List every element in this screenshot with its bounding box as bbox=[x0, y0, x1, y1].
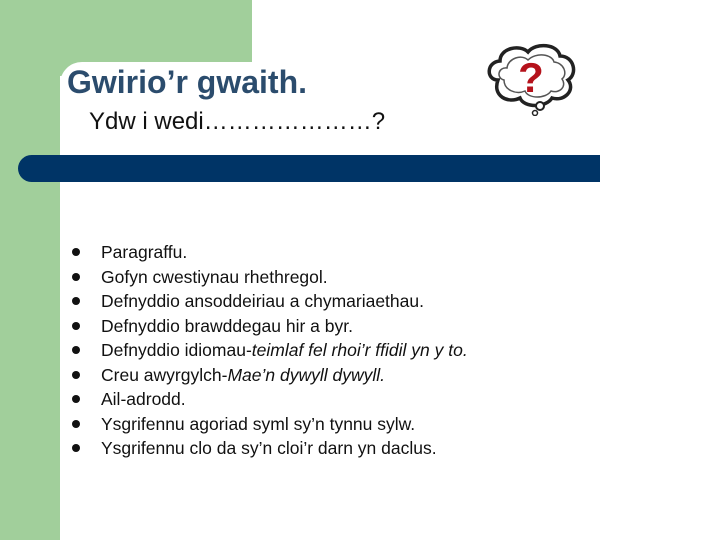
bullet-text: Ysgrifennu clo da sy’n cloi’r darn yn daclus. bbox=[101, 438, 437, 458]
bullet-dot-icon bbox=[72, 395, 80, 403]
list-item bbox=[72, 338, 468, 363]
bullet-dot-icon bbox=[72, 322, 80, 330]
list-item bbox=[72, 363, 468, 388]
bullet-text: Gofyn cwestiynau rhethregol. bbox=[101, 266, 328, 287]
bullet-text: Ail-adrodd. bbox=[101, 389, 186, 409]
title-divider-bar bbox=[18, 155, 600, 182]
bullet-text: Defnyddio brawddegau hir a byr. bbox=[101, 315, 353, 336]
bullet-text: Defnyddio ansoddeiriau a chymariaethau. bbox=[101, 291, 424, 311]
bullet-example-text: teimlaf fel rhoi’r ffidil yn y to. bbox=[251, 340, 468, 360]
list-item bbox=[72, 387, 468, 412]
list-item bbox=[72, 265, 468, 290]
bullet-dot-icon bbox=[72, 444, 80, 452]
list-item bbox=[72, 412, 468, 437]
question-thought-bubble-icon bbox=[480, 40, 580, 116]
bullet-list bbox=[72, 240, 468, 461]
bullet-text: Defnyddio idiomau- bbox=[101, 340, 252, 360]
slide-title: Gwirio’r gwaith. bbox=[67, 64, 308, 100]
bullet-dot-icon bbox=[72, 371, 80, 379]
list-item bbox=[72, 436, 468, 461]
bullet-text: Creu awyrgylch- bbox=[101, 364, 228, 385]
list-item bbox=[72, 240, 468, 265]
bullet-text: Ysgrifennu agoriad syml sy’n tynnu sylw. bbox=[101, 413, 416, 434]
list-item bbox=[72, 289, 468, 314]
bullet-dot-icon bbox=[72, 297, 80, 305]
bullet-example-text: Mae’n dywyll dywyll. bbox=[227, 364, 385, 385]
svg-text:?: ? bbox=[518, 54, 544, 101]
bullet-dot-icon bbox=[72, 420, 80, 428]
list-item bbox=[72, 314, 468, 339]
bullet-dot-icon bbox=[72, 273, 80, 281]
green-side-band bbox=[0, 0, 60, 540]
bullet-dot-icon bbox=[72, 346, 80, 354]
slide-subtitle: Ydw i wedi…………………? bbox=[89, 108, 386, 135]
bullet-text: Paragraffu. bbox=[101, 242, 188, 262]
bullet-dot-icon bbox=[72, 248, 80, 256]
